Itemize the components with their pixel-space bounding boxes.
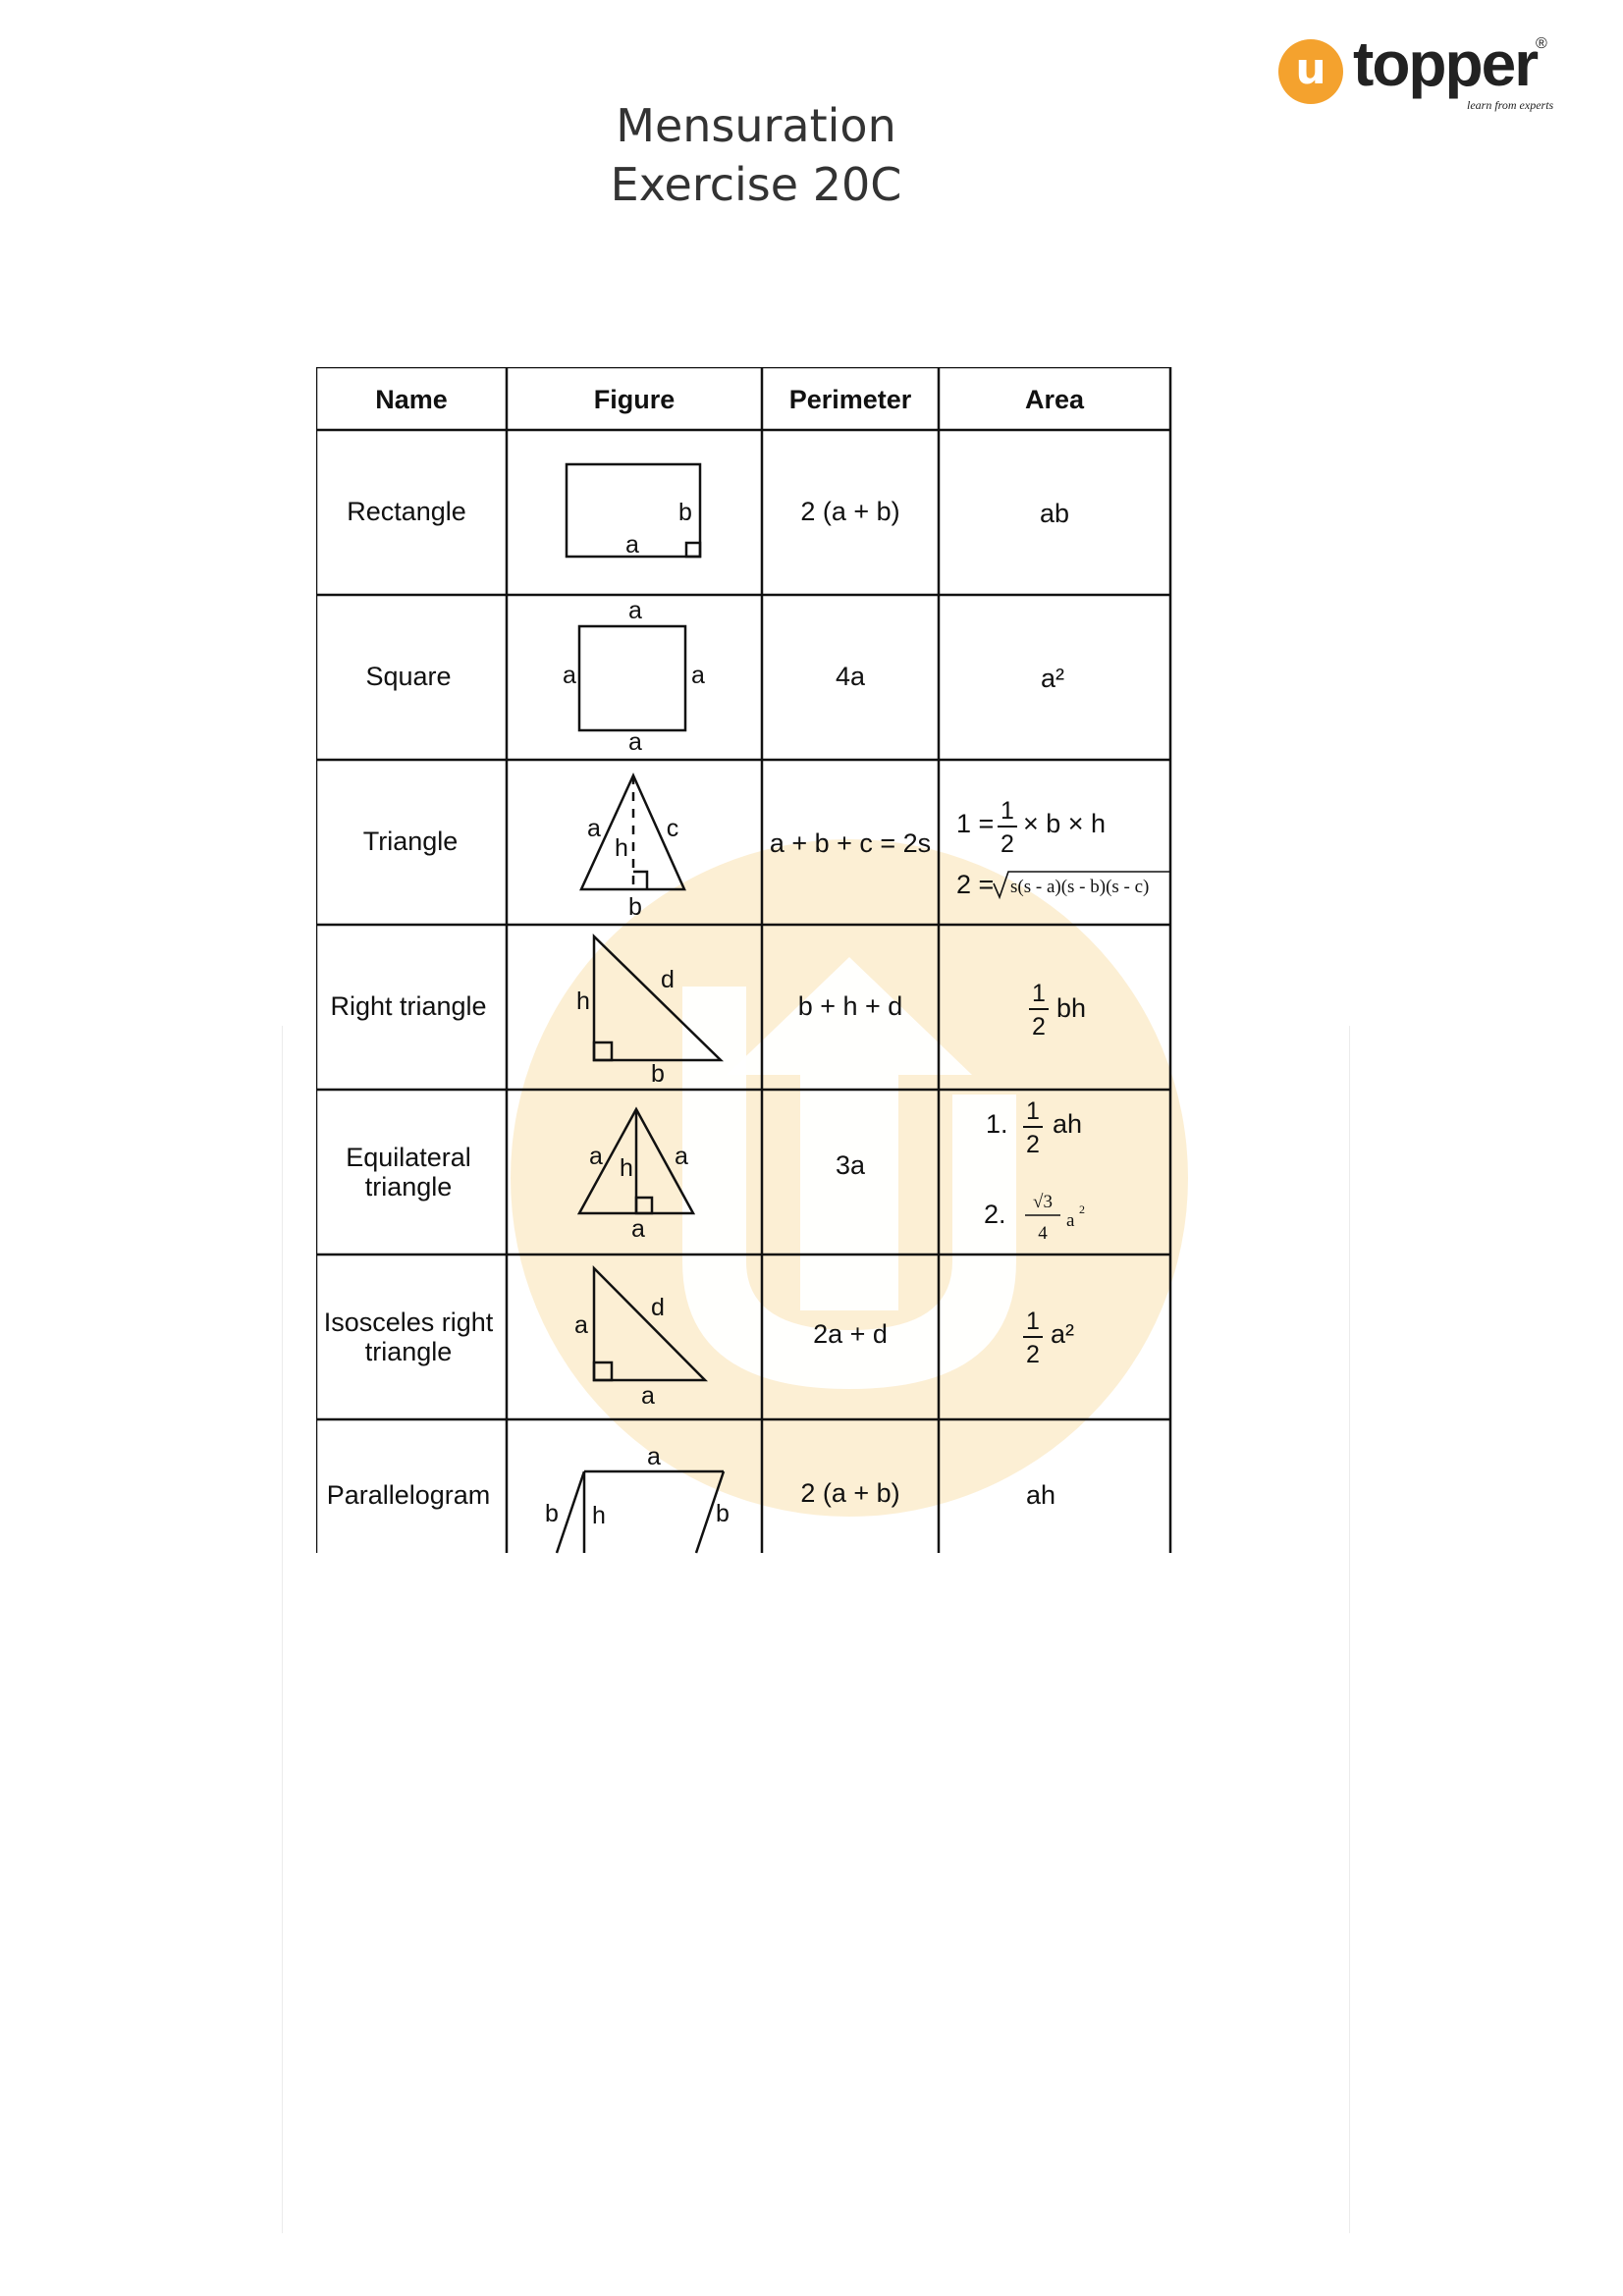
- svg-text:a: a: [1066, 1210, 1075, 1231]
- parallelogram-perimeter: 2 (a + b): [800, 1478, 900, 1508]
- isosceles-label-a-side: a: [574, 1311, 588, 1339]
- logo-tagline: learn from experts: [1467, 98, 1554, 112]
- square-area: a²: [1040, 664, 1065, 693]
- row-equilateral-name-1: Equilateral: [346, 1143, 471, 1172]
- row-equilateral-name-2: triangle: [364, 1172, 453, 1201]
- svg-text:1: 1: [1026, 1097, 1040, 1125]
- right-triangle-area-formula: [1029, 980, 1086, 1041]
- equilateral-label-a-left: a: [589, 1143, 603, 1170]
- header-figure: Figure: [593, 385, 676, 414]
- triangle-label-h: h: [615, 834, 628, 862]
- svg-text:1: 1: [1032, 980, 1046, 1007]
- svg-text:2: 2: [1001, 830, 1014, 858]
- svg-text:2 =: 2 =: [956, 870, 995, 899]
- triangle-perimeter: a + b + c = 2s: [769, 828, 932, 858]
- parallelogram-label-b-right: b: [716, 1500, 730, 1527]
- row-square-name: Square: [365, 662, 452, 691]
- svg-text:1: 1: [1001, 797, 1014, 825]
- logo-wordmark: topper: [1353, 28, 1538, 99]
- header-area: Area: [1024, 385, 1085, 414]
- parallelogram-label-h: h: [592, 1502, 606, 1529]
- rectangle-label-b: b: [678, 499, 692, 526]
- isosceles-right-triangle-figure: [594, 1268, 705, 1380]
- parallelogram-area: ah: [1025, 1480, 1056, 1510]
- svg-text:ah: ah: [1053, 1109, 1083, 1139]
- isosceles-area-formula: [1023, 1308, 1074, 1368]
- topper-logo: [1278, 28, 1563, 124]
- svg-text:1 =: 1 =: [956, 809, 995, 838]
- u-arrow-icon: u: [1278, 39, 1343, 104]
- svg-text:2: 2: [1026, 1131, 1040, 1158]
- triangle-label-c: c: [666, 815, 679, 842]
- svg-text:1.: 1.: [986, 1109, 1008, 1139]
- right-triangle-figure: [594, 936, 721, 1060]
- page-heading: [589, 96, 923, 214]
- svg-text:2.: 2.: [984, 1200, 1006, 1229]
- equilateral-perimeter: 3a: [835, 1150, 866, 1180]
- row-rectangle-name: Rectangle: [347, 497, 466, 526]
- rectangle-label-a: a: [625, 531, 639, 559]
- row-parallelogram-name: Parallelogram: [326, 1480, 491, 1510]
- svg-text:a²: a²: [1051, 1319, 1075, 1349]
- square-label-bottom: a: [628, 728, 642, 756]
- svg-text:1: 1: [1026, 1308, 1040, 1335]
- right-margin-line: [1349, 1026, 1350, 2233]
- rectangle-area: ab: [1039, 499, 1070, 528]
- row-isosceles-name-1: Isosceles right: [323, 1308, 494, 1337]
- header-perimeter: Perimeter: [788, 385, 912, 414]
- left-margin-line: [282, 1026, 283, 2233]
- triangle-area-formula: [956, 797, 1170, 899]
- isosceles-label-d: d: [651, 1294, 665, 1321]
- equilateral-label-a-right: a: [675, 1143, 688, 1170]
- row-right-triangle-name: Right triangle: [330, 991, 487, 1021]
- svg-text:√3: √3: [1033, 1192, 1053, 1212]
- parallelogram-figure: [557, 1471, 724, 1553]
- page-title: Mensuration: [616, 99, 896, 152]
- row-triangle-name: Triangle: [362, 827, 459, 856]
- parallelogram-label-a: a: [647, 1443, 661, 1470]
- triangle-label-b: b: [628, 893, 642, 921]
- isosceles-label-a-base: a: [641, 1382, 655, 1410]
- right-triangle-perimeter: b + h + d: [797, 991, 903, 1021]
- square-perimeter: 4a: [835, 662, 866, 691]
- svg-text:s(s - a)(s - b)(s - c): s(s - a)(s - b)(s - c): [1010, 877, 1150, 897]
- row-isosceles-name-2: triangle: [364, 1337, 453, 1366]
- svg-text:bh: bh: [1056, 993, 1087, 1023]
- svg-text:2: 2: [1079, 1202, 1085, 1216]
- equilateral-label-h: h: [620, 1154, 633, 1182]
- square-figure: [579, 626, 685, 730]
- square-label-right: a: [691, 662, 705, 689]
- right-triangle-label-h: h: [576, 988, 590, 1015]
- svg-text:2: 2: [1032, 1013, 1046, 1041]
- svg-text:2: 2: [1026, 1341, 1040, 1368]
- svg-text:4: 4: [1038, 1223, 1048, 1244]
- registered-mark: ®: [1536, 35, 1547, 52]
- equilateral-area-formula: [984, 1097, 1085, 1244]
- square-label-top: a: [628, 597, 642, 624]
- isosceles-perimeter: 2a + d: [813, 1319, 888, 1349]
- page-subtitle: Exercise 20C: [610, 158, 902, 211]
- mensuration-table: [316, 367, 1180, 1555]
- triangle-label-a: a: [587, 815, 601, 842]
- equilateral-label-a-bottom: a: [631, 1215, 645, 1243]
- rectangle-perimeter: 2 (a + b): [800, 497, 900, 526]
- svg-text:× b × h: × b × h: [1023, 809, 1107, 838]
- parallelogram-label-b-left: b: [545, 1500, 559, 1527]
- square-label-left: a: [563, 662, 576, 689]
- right-triangle-label-b: b: [651, 1060, 665, 1088]
- header-name: Name: [375, 385, 448, 414]
- right-triangle-label-d: d: [661, 966, 675, 993]
